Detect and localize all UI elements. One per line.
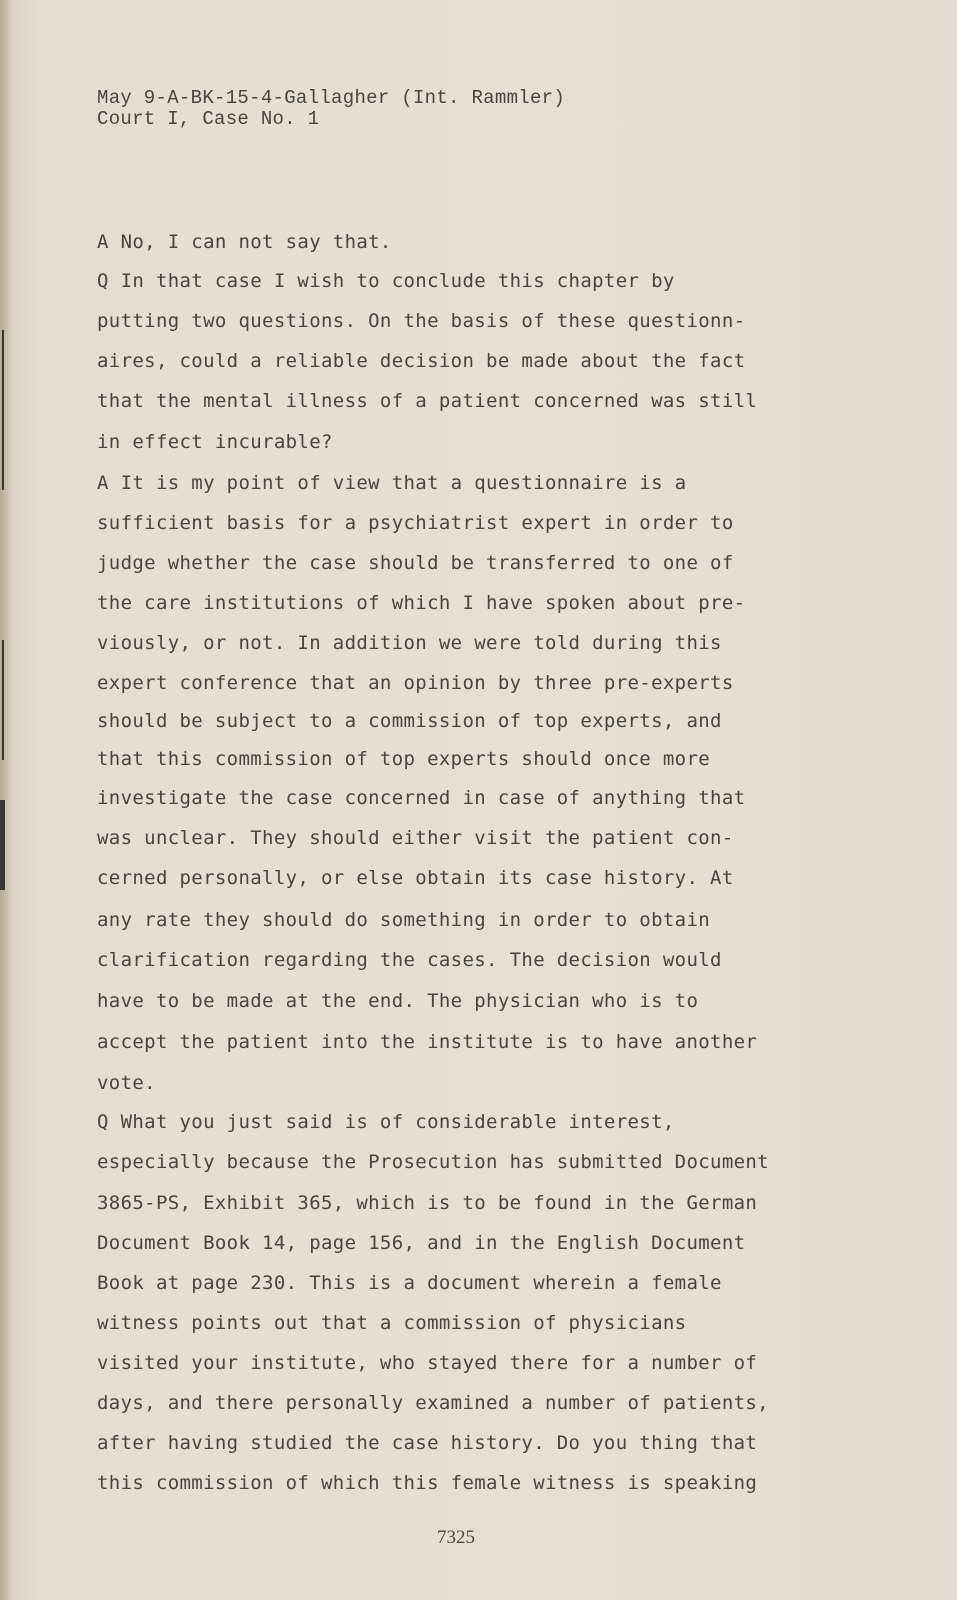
body-line: vote.: [97, 1072, 156, 1094]
body-line: investigate the case concerned in case of anything that: [97, 787, 746, 809]
body-line: the care institutions of which I have spoken about pre-: [97, 592, 746, 614]
body-line: cerned personally, or else obtain its case history. At: [97, 867, 734, 889]
body-line: days, and there personally examined a number of patients,: [97, 1392, 769, 1414]
body-line: expert conference that an opinion by three pre-experts: [97, 672, 734, 694]
document-header: [97, 88, 565, 130]
body-line: that the mental illness of a patient concerned was still: [97, 390, 758, 412]
body-line: should be subject to a commission of top experts, and: [97, 710, 722, 732]
page-number: 7325: [437, 1527, 475, 1548]
body-line: A It is my point of view that a questionnaire is a: [97, 472, 687, 494]
body-line: accept the patient into the institute is to have another: [97, 1031, 758, 1053]
header-line-2: Court I, Case No. 1: [97, 108, 320, 130]
body-line: was unclear. They should either visit the patient con-: [97, 827, 734, 849]
binding-mark: [2, 330, 4, 490]
body-line: Q What you just said is of considerable interest,: [97, 1111, 675, 1133]
body-line: visited your institute, who stayed there for a number of: [97, 1352, 758, 1374]
body-line: aires, could a reliable decision be made about the fact: [97, 350, 746, 372]
binding-mark: [0, 800, 5, 890]
body-line: Document Book 14, page 156, and in the English Document: [97, 1232, 746, 1254]
body-line: after having studied the case history. Do you thing that: [97, 1432, 758, 1454]
body-line: any rate they should do something in order to obtain: [97, 909, 711, 931]
body-line: Book at page 230. This is a document wherein a female: [97, 1272, 722, 1294]
header-line-1: May 9-A-BK-15-4-Gallagher (Int. Rammler): [97, 87, 566, 109]
binding-mark: [2, 640, 4, 760]
body-line: judge whether the case should be transferred to one of: [97, 552, 734, 574]
body-line: that this commission of top experts should once more: [97, 748, 711, 770]
body-line: in effect incurable?: [97, 431, 333, 453]
body-line: putting two questions. On the basis of these questionn-: [97, 310, 746, 332]
body-line: especially because the Prosecution has submitted Document: [97, 1151, 769, 1173]
body-line: witness points out that a commission of physicians: [97, 1312, 687, 1334]
body-line: Q In that case I wish to conclude this chapter by: [97, 270, 675, 292]
binding-edge: [0, 0, 12, 1600]
body-line: A No, I can not say that.: [97, 231, 392, 253]
body-line: this commission of which this female witness is speaking: [97, 1472, 758, 1494]
body-line: clarification regarding the cases. The decision would: [97, 949, 722, 971]
body-line: have to be made at the end. The physician who is to: [97, 990, 699, 1012]
body-line: sufficient basis for a psychiatrist expert in order to: [97, 512, 734, 534]
body-line: 3865-PS, Exhibit 365, which is to be found in the German: [97, 1192, 758, 1214]
body-line: viously, or not. In addition we were told during this: [97, 632, 722, 654]
